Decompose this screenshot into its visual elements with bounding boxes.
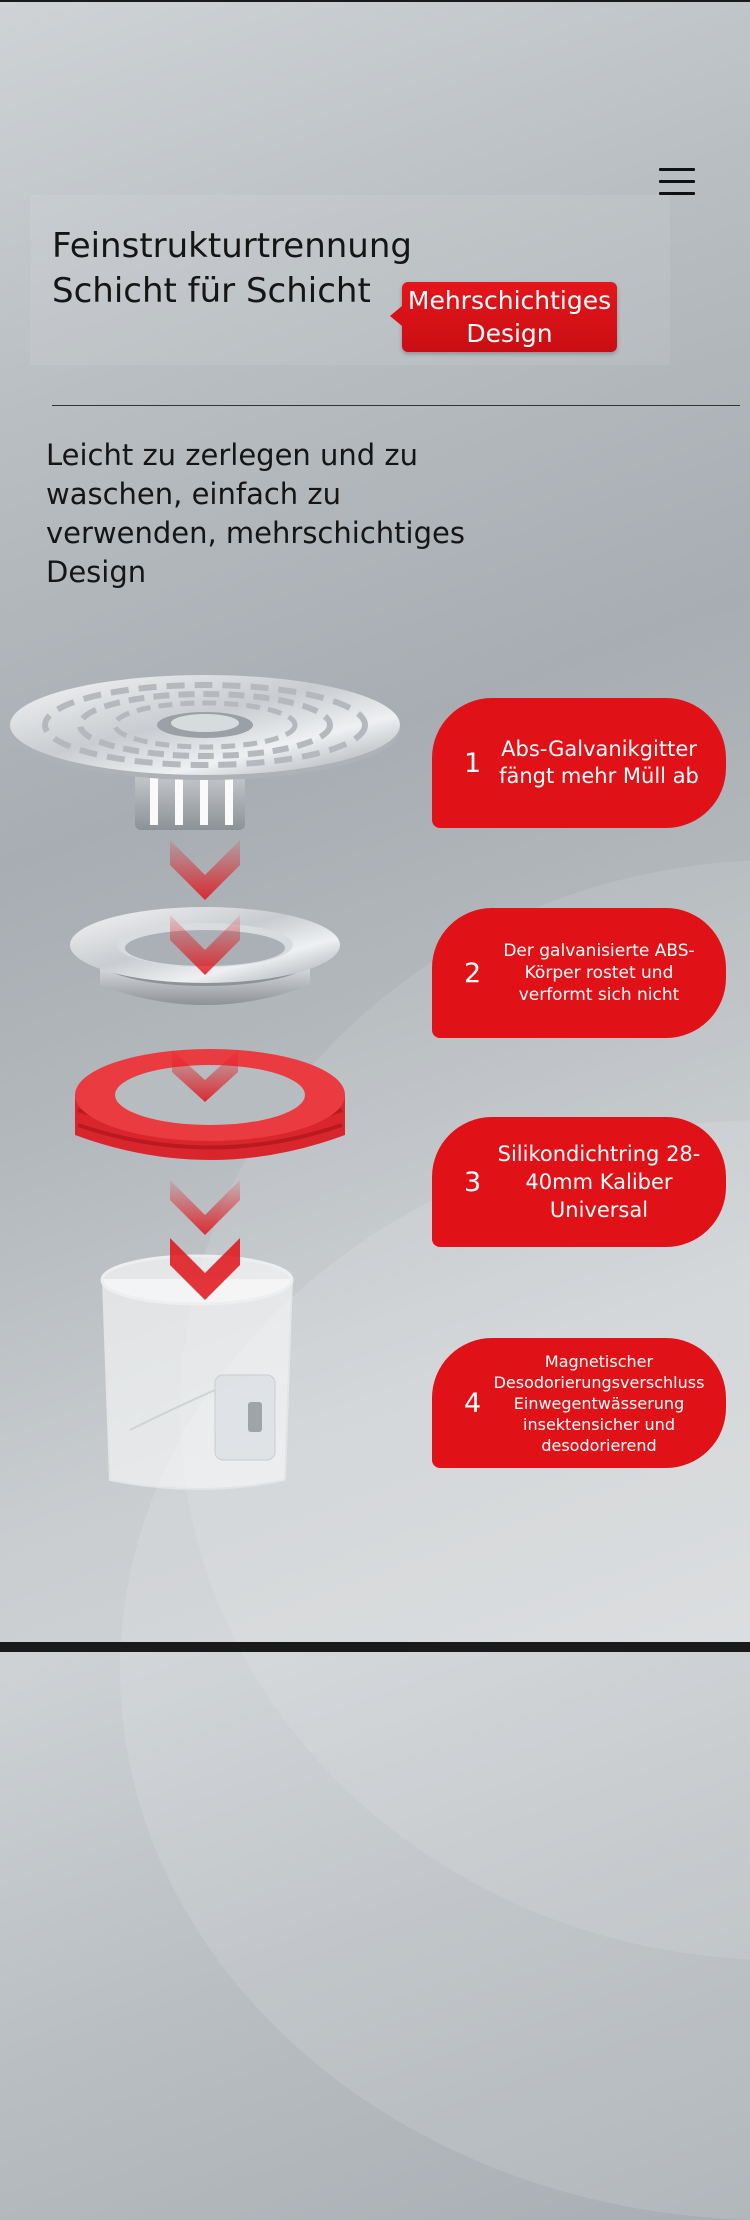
feature-callout-1 bbox=[432, 698, 726, 828]
feature-number: 2 bbox=[464, 957, 482, 989]
feature-number: 3 bbox=[464, 1166, 482, 1198]
feature-text: Silikondichtring 28-40mm Kaliber Universal bbox=[497, 1142, 701, 1222]
divider bbox=[52, 405, 740, 406]
feature-number: 4 bbox=[464, 1387, 482, 1419]
top-edge-bar bbox=[0, 0, 750, 2]
feature-callout-2 bbox=[432, 908, 726, 1038]
bottom-edge-bar bbox=[0, 1642, 750, 1652]
feature-number: 1 bbox=[464, 747, 482, 779]
product-exploded-view bbox=[0, 640, 420, 1500]
feature-text: Der galvanisierte ABS-Körper rostet und verformt sich nicht bbox=[503, 941, 695, 1005]
feature-callout-3 bbox=[432, 1117, 726, 1247]
feature-callout-4 bbox=[432, 1338, 726, 1468]
subtitle: Leicht zu zerlegen und zu waschen, einfach zu verwenden, mehrschichtiges Design bbox=[46, 438, 465, 589]
chrome-grate-image bbox=[10, 675, 400, 830]
hamburger-menu-icon[interactable] bbox=[659, 168, 695, 200]
red-silicone-ring-image bbox=[75, 1049, 345, 1160]
feature-text: Magnetischer Desodorierungsverschluss Einwegentwässerung insektensicher und desodorierend bbox=[493, 1351, 705, 1455]
down-arrow-icon bbox=[170, 840, 240, 900]
page-title: Feinstrukturtrennung Schicht für Schicht bbox=[52, 226, 412, 311]
feature-text: Abs-Galvanikgitter fängt mehr Müll ab bbox=[499, 737, 699, 788]
design-badge: Mehrschichtiges Design bbox=[402, 282, 617, 352]
